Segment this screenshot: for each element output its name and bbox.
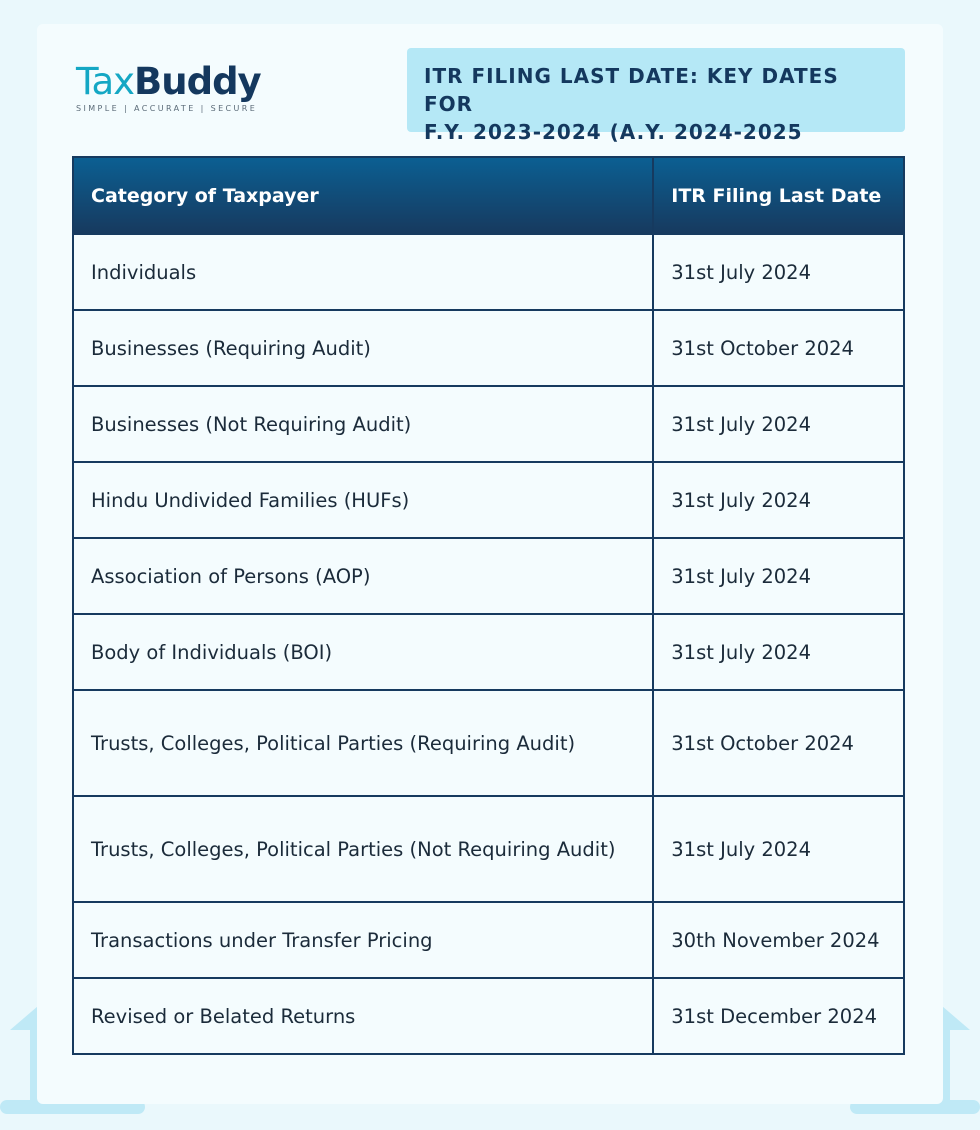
title-banner <box>407 48 905 144</box>
category-cell: Businesses (Not Requiring Audit) <box>73 386 653 462</box>
category-cell: Trusts, Colleges, Political Parties (Requiring Audit) <box>73 690 653 796</box>
logo-wordmark <box>76 62 261 102</box>
logo-word-tax: Tax <box>76 60 135 103</box>
logo-word-buddy: Buddy <box>134 60 261 103</box>
category-cell: Association of Persons (AOP) <box>73 538 653 614</box>
title-line-2: F.Y. 2023-2024 (A.Y. 2024-2025 <box>424 120 803 144</box>
title-line-1: ITR FILING LAST DATE: KEY DATES FOR <box>424 64 839 116</box>
category-cell: Body of Individuals (BOI) <box>73 614 653 690</box>
date-cell: 31st October 2024 <box>653 310 904 386</box>
table-row <box>73 796 904 902</box>
category-cell: Hindu Undivided Families (HUFs) <box>73 462 653 538</box>
header-category: Category of Taxpayer <box>73 157 653 234</box>
category-cell: Revised or Belated Returns <box>73 978 653 1054</box>
table-row <box>73 234 904 310</box>
date-cell: 31st July 2024 <box>653 234 904 310</box>
date-cell: 31st July 2024 <box>653 538 904 614</box>
table-row <box>73 614 904 690</box>
table-row <box>73 310 904 386</box>
date-cell: 31st July 2024 <box>653 614 904 690</box>
category-cell: Businesses (Requiring Audit) <box>73 310 653 386</box>
category-cell: Trusts, Colleges, Political Parties (Not Requiring Audit) <box>73 796 653 902</box>
itr-dates-table <box>72 156 905 1055</box>
table-row <box>73 386 904 462</box>
table-header-row <box>73 157 904 234</box>
date-cell: 31st October 2024 <box>653 690 904 796</box>
category-cell: Transactions under Transfer Pricing <box>73 902 653 978</box>
date-cell: 30th November 2024 <box>653 902 904 978</box>
taxbuddy-logo <box>76 62 261 113</box>
date-cell: 31st December 2024 <box>653 978 904 1054</box>
category-cell: Individuals <box>73 234 653 310</box>
table-row <box>73 978 904 1054</box>
table-row <box>73 462 904 538</box>
table-row <box>73 690 904 796</box>
header-last-date: ITR Filing Last Date <box>653 157 904 234</box>
logo-tagline: SIMPLE | ACCURATE | SECURE <box>76 104 258 113</box>
date-cell: 31st July 2024 <box>653 796 904 902</box>
date-cell: 31st July 2024 <box>653 386 904 462</box>
date-cell: 31st July 2024 <box>653 462 904 538</box>
table-row <box>73 538 904 614</box>
table-row <box>73 902 904 978</box>
